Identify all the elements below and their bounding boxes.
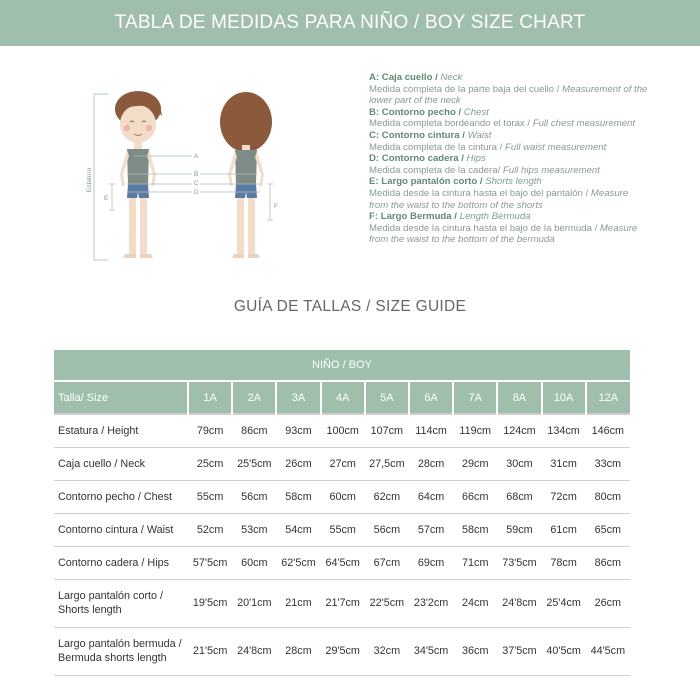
table-cell: 52cm [188, 513, 232, 546]
table-cell: 64cm [409, 480, 453, 513]
size-header: 10A [542, 381, 586, 414]
table-cell: 72cm [542, 480, 586, 513]
legend-description-en: Full chest measurement [530, 118, 636, 130]
row-label: Contorno cintura / Waist [54, 513, 188, 546]
legend-description-en: Measure from the waist to the bottom of the bermuda [369, 222, 638, 246]
legend-description [369, 165, 649, 177]
row-label: Estatura / Height [54, 414, 188, 447]
table-cell: 119cm [453, 414, 497, 447]
table-cell: 57cm [409, 513, 453, 546]
legend-description [369, 223, 649, 246]
table-cell: 19'5cm [188, 579, 232, 627]
table-cell: 68cm [497, 480, 541, 513]
table-cell: 100cm [321, 414, 365, 447]
legend-heading-en: Hips [463, 153, 486, 165]
legend-description [369, 188, 649, 211]
height-bracket-icon [94, 94, 108, 260]
table-cell: 58cm [453, 513, 497, 546]
table-cell: 55cm [321, 513, 365, 546]
table-cell: 86cm [586, 546, 630, 579]
table-cell: 56cm [365, 513, 409, 546]
table-cell: 30cm [497, 447, 541, 480]
table-cell: 21cm [276, 579, 320, 627]
table-cell: 27cm [321, 447, 365, 480]
table-cell: 65cm [586, 513, 630, 546]
legend-heading-es: B: Contorno pecho / [369, 106, 462, 118]
table-cell: 60cm [232, 546, 276, 579]
table-cell: 28cm [276, 627, 320, 675]
table-cell: 24'8cm [232, 627, 276, 675]
table-cell: 34'5cm [409, 627, 453, 675]
table-row [54, 447, 630, 480]
legend-description-en: Measurement of the lower part of the neck [369, 83, 648, 107]
table-cell: 40'5cm [542, 627, 586, 675]
table-cell: 86cm [232, 414, 276, 447]
table-cell: 73'5cm [497, 546, 541, 579]
legend-description [369, 84, 649, 107]
table-cell: 22'5cm [365, 579, 409, 627]
marker-f: F [274, 203, 278, 210]
table-cell: 124cm [497, 414, 541, 447]
table-cell: 25'4cm [542, 579, 586, 627]
marker-d: D [194, 189, 199, 196]
marker-e: E [104, 195, 109, 202]
table-cell: 27,5cm [365, 447, 409, 480]
size-table [54, 350, 630, 676]
table-cell: 31cm [542, 447, 586, 480]
table-cell: 23'2cm [409, 579, 453, 627]
table-cell: 79cm [188, 414, 232, 447]
legend-heading-en: Waist [464, 129, 492, 141]
table-cell: 53cm [232, 513, 276, 546]
marker-b: B [194, 171, 199, 178]
size-header: 3A [276, 381, 320, 414]
group-header: NIÑO / BOY [54, 350, 630, 381]
size-label-header: Talla/ Size [54, 381, 188, 414]
legend-description-en: Full waist measurement [502, 141, 607, 153]
size-header: 6A [409, 381, 453, 414]
legend-heading [369, 153, 649, 165]
legend-description-es: Medida completa bordeando el torax / [369, 118, 531, 130]
legend-heading-es: F: Largo Bermuda / [369, 211, 457, 223]
table-cell: 134cm [542, 414, 586, 447]
size-header: 8A [497, 381, 541, 414]
boy-measurement-illustration [82, 82, 292, 267]
legend-heading-es: A: Caja cuello / [369, 72, 438, 83]
front-boy-icon [115, 91, 162, 258]
table-cell: 32cm [365, 627, 409, 675]
row-label: Largo pantalón corto / Shorts length [54, 579, 188, 627]
legend-heading-es: C: Contorno cintura / [369, 129, 465, 141]
legend-heading [369, 130, 649, 142]
legend-heading-en: Shorts length [482, 176, 542, 188]
table-cell: 64'5cm [321, 546, 365, 579]
table-cell: 62'5cm [276, 546, 320, 579]
table-cell: 29'5cm [321, 627, 365, 675]
table-row [54, 627, 630, 675]
legend-description [369, 118, 649, 130]
table-cell: 26cm [276, 447, 320, 480]
table-cell: 28cm [409, 447, 453, 480]
table-cell: 21'5cm [188, 627, 232, 675]
table-cell: 114cm [409, 414, 453, 447]
row-label: Contorno pecho / Chest [54, 480, 188, 513]
size-header: 2A [232, 381, 276, 414]
legend-heading-en: Length Bermuda [456, 211, 531, 223]
table-cell: 21'7cm [321, 579, 365, 627]
legend-description-es: Medida completa de la cintura / [369, 141, 503, 153]
table-cell: 24cm [453, 579, 497, 627]
table-cell: 56cm [232, 480, 276, 513]
table-cell: 25'5cm [232, 447, 276, 480]
table-row [54, 546, 630, 579]
legend-description-es: Medida completa de la cadera/ [369, 164, 501, 176]
legend-heading-en: Neck [437, 72, 463, 83]
table-cell: 71cm [453, 546, 497, 579]
table-cell: 36cm [453, 627, 497, 675]
table-cell: 58cm [276, 480, 320, 513]
table-row [54, 480, 630, 513]
legend-description-es: Medida completa de la parte baja del cuello / [369, 83, 560, 95]
legend-heading [369, 176, 649, 188]
size-header: 12A [586, 381, 630, 414]
legend-heading-es: D: Contorno cadera / [369, 153, 464, 165]
table-cell: 54cm [276, 513, 320, 546]
table-row [54, 579, 630, 627]
legend-description-en: Measure from the waist to the bottom of the shorts [369, 187, 629, 211]
row-label: Largo pantalón bermuda / Bermuda shorts length [54, 627, 188, 675]
legend-heading-es: E: Largo pantalón corto / [369, 176, 483, 188]
legend-description-es: Medida desde la cintura hasta el bajo de la bermuda / [369, 222, 598, 234]
legend-heading [369, 107, 649, 119]
table-cell: 59cm [497, 513, 541, 546]
back-boy-icon [220, 92, 272, 258]
marker-c: C [194, 180, 199, 187]
marker-a: A [194, 153, 199, 160]
table-cell: 67cm [365, 546, 409, 579]
legend-description-es: Medida desde la cintura hasta el bajo del pantalón / [369, 187, 589, 199]
table-cell: 33cm [586, 447, 630, 480]
row-label: Contorno cadera / Hips [54, 546, 188, 579]
legend-description-en: Full hips measurement [500, 164, 600, 176]
size-guide-title: GUÍA DE TALLAS / SIZE GUIDE [233, 298, 467, 315]
table-cell: 61cm [542, 513, 586, 546]
table-cell: 20'1cm [232, 579, 276, 627]
legend-heading [369, 211, 649, 223]
table-cell: 93cm [276, 414, 320, 447]
table-cell: 25cm [188, 447, 232, 480]
table-cell: 44'5cm [586, 627, 630, 675]
size-header: 1A [188, 381, 232, 414]
table-cell: 55cm [188, 480, 232, 513]
table-cell: 107cm [365, 414, 409, 447]
legend-heading-en: Chest [461, 106, 489, 118]
legend-description [369, 142, 649, 154]
table-cell: 26cm [586, 579, 630, 627]
size-header: 7A [453, 381, 497, 414]
measurement-legend [369, 72, 649, 246]
table-row [54, 513, 630, 546]
table-cell: 62cm [365, 480, 409, 513]
table-cell: 80cm [586, 480, 630, 513]
table-cell: 66cm [453, 480, 497, 513]
table-cell: 29cm [453, 447, 497, 480]
table-cell: 60cm [321, 480, 365, 513]
table-cell: 37'5cm [497, 627, 541, 675]
table-cell: 24'8cm [497, 579, 541, 627]
legend-heading [369, 72, 649, 84]
row-label: Caja cuello / Neck [54, 447, 188, 480]
table-cell: 78cm [542, 546, 586, 579]
height-side-label: Estatura [86, 167, 93, 193]
table-cell: 146cm [586, 414, 630, 447]
table-row [54, 414, 630, 447]
table-cell: 57'5cm [188, 546, 232, 579]
size-header: 5A [365, 381, 409, 414]
size-header: 4A [321, 381, 365, 414]
table-cell: 69cm [409, 546, 453, 579]
page-title: TABLA DE MEDIDAS PARA NIÑO / BOY SIZE CHART [0, 0, 700, 46]
